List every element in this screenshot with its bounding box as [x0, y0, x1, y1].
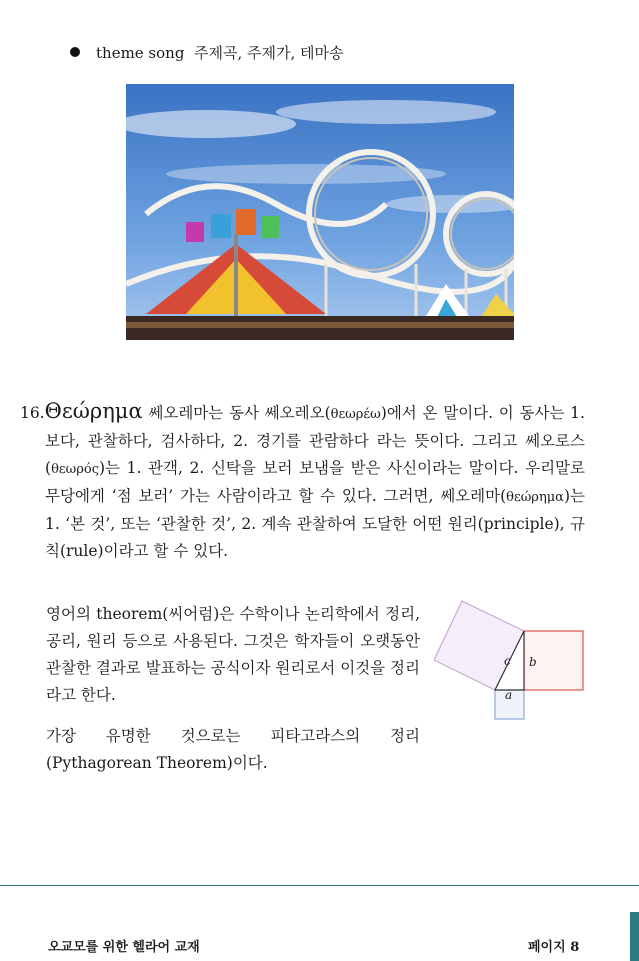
footer-title: 오교모를 위한 헬라어 교재: [48, 940, 200, 955]
bullet-term: theme song: [96, 44, 185, 62]
bullet-translation: 주제곡, 주제가, 테마송: [193, 44, 344, 62]
entry-headword: Θεώρημα: [44, 399, 143, 423]
pythagoras-paragraph: 가장 유명한 것으로는 피타고라스의 정리(Pythagorean Theorem)이다.: [46, 727, 420, 772]
greek-head: θεώρημα: [506, 490, 564, 505]
entry-definition-intro: 쎄오레마는 동사 쎄오레오(: [142, 404, 331, 422]
entry-number: 16.: [20, 404, 45, 422]
pythagorean-figure: [434, 598, 594, 728]
greek-noun: θεωρός: [51, 462, 99, 477]
footer-divider: [0, 885, 639, 886]
rollercoaster-photo: [126, 84, 514, 340]
label-c: c: [504, 654, 511, 668]
entry-paragraph: [20, 398, 585, 565]
bullet-item: [70, 42, 343, 64]
label-a: a: [505, 688, 513, 702]
theorem-paragraph: 영어의 theorem(씨어럼)은 수학이나 논리학에서 정리, 공리, 원리 등으로 사용된다. 그것은 학자들이 오랫동안 관찰한 결과로 발표하는 공식이자 원리로서 이것을 정리라고 한다.: [46, 605, 420, 704]
greek-verb: θεωρέω: [330, 407, 381, 422]
label-b: b: [529, 655, 537, 669]
entry-definition-c: )는 1. ‘본 것’, 또는 ‘관찰한 것’, 2. 계속 관찰하여 도달한 어떤 원리(principle), 규칙(rule)이라고 할 수 있다.: [45, 487, 585, 560]
bullet-icon: [70, 47, 80, 57]
entry-definition-a: )에서 온 말이다. 이 동사는 1. 보다, 관찰하다, 검사하다, 2. 경기를 관람하다 라는 뜻이다. 그리고 쎄오로스(: [45, 404, 585, 477]
footer-tab-marker: [630, 912, 639, 961]
entry-definition-b: )는 1. 관객, 2. 신탁을 보러 보냄을 받은 사신이라는 말이다. 우리말로 무당에게 ‘점 보러’ 가는 사람이라고 할 수 있다. 그러면, 쎄오레마(: [45, 459, 585, 505]
page-number: 페이지 8: [528, 940, 580, 955]
vocab-entry: [20, 398, 585, 565]
